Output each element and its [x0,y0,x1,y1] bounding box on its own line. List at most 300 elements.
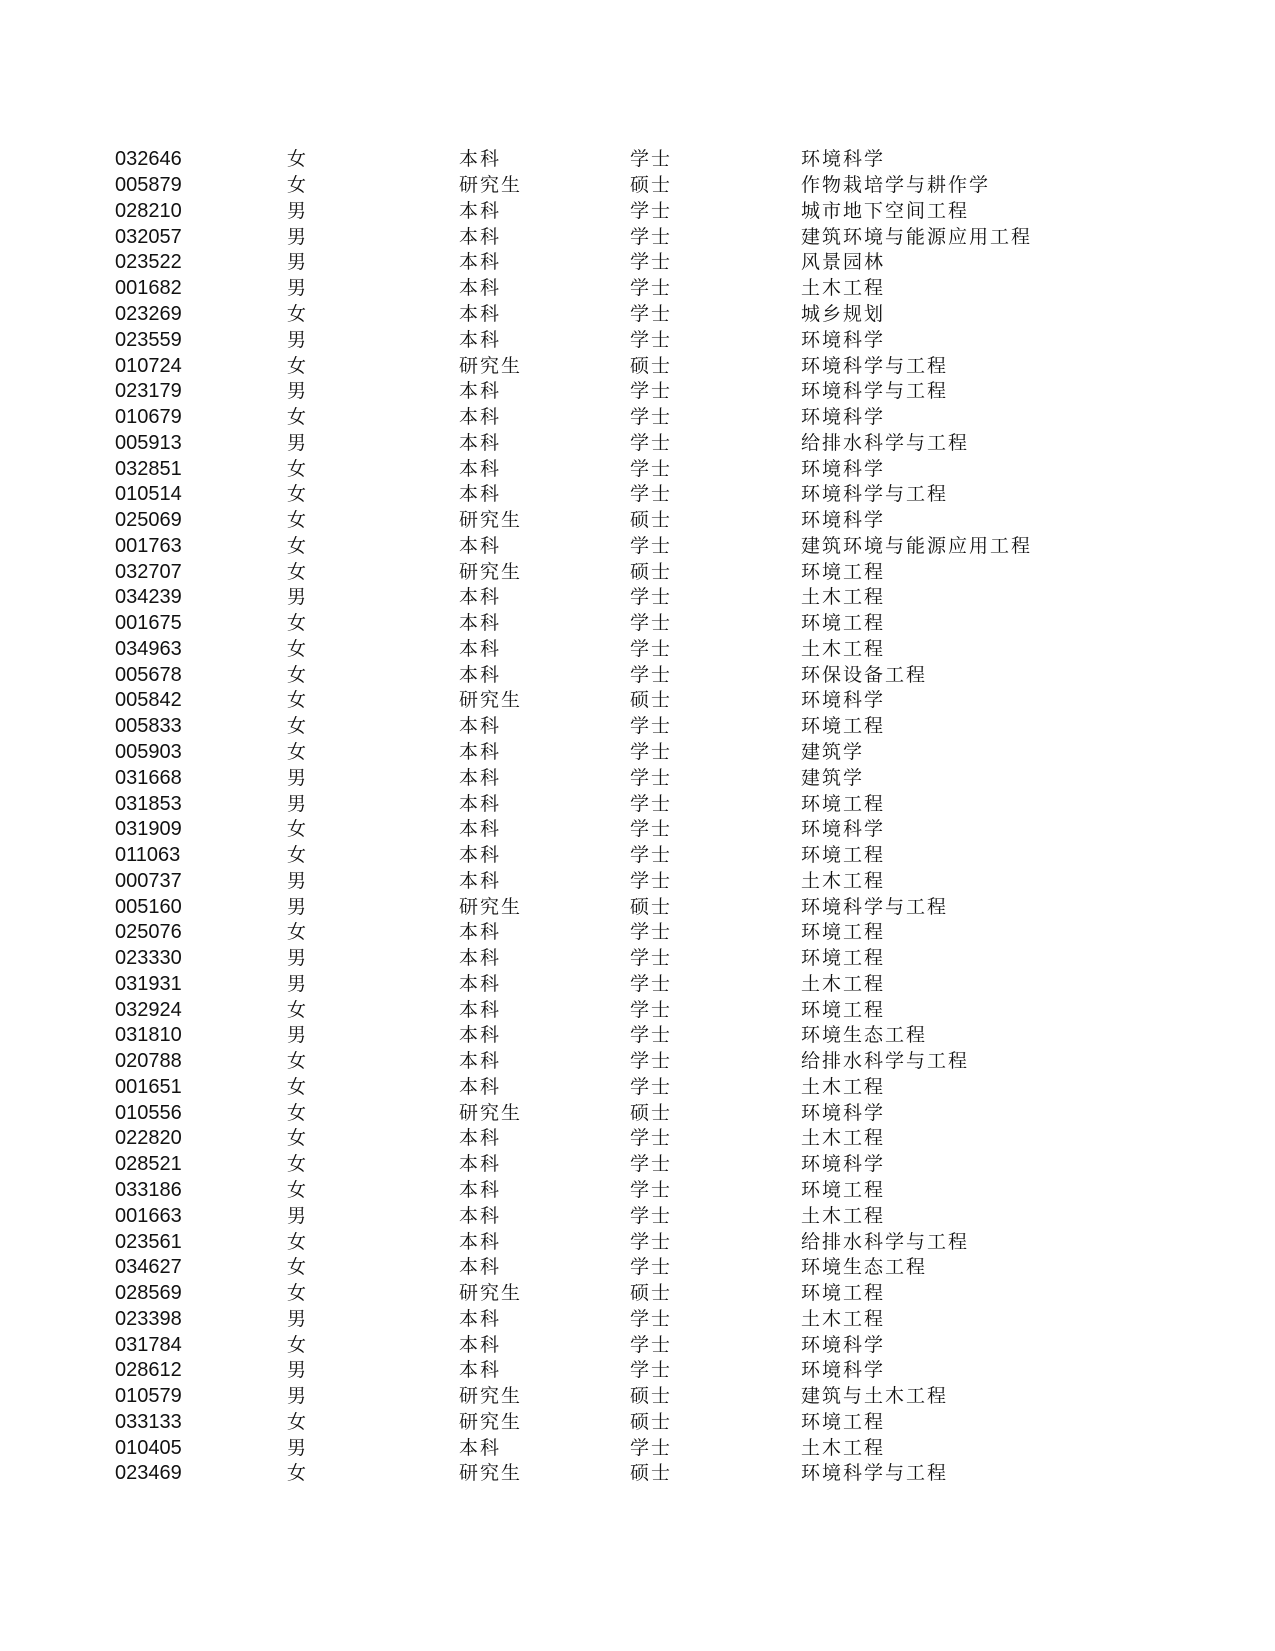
degree-cell: 学士 [630,766,673,789]
table-row [115,1229,1032,1255]
major-cell: 环境生态工程 [801,1024,928,1047]
table-row [115,637,1032,663]
student-id-cell: 005833 [115,715,182,738]
degree-cell: 学士 [630,612,673,635]
education-level-cell: 本科 [459,1127,502,1150]
student-id-cell: 034963 [115,637,182,660]
education-level-cell: 本科 [459,380,502,403]
table-row [115,405,1032,431]
education-level-cell: 本科 [459,663,502,686]
table-row [115,353,1032,379]
student-id-cell: 031810 [115,1024,182,1047]
major-cell: 土木工程 [801,277,886,300]
table-row [115,559,1032,585]
major-cell: 土木工程 [801,1075,886,1098]
degree-cell: 学士 [630,1179,673,1201]
table-row [115,430,1032,456]
degree-cell: 学士 [630,431,673,454]
degree-cell: 学士 [630,663,673,686]
education-level-cell: 本科 [459,1153,502,1176]
gender-cell: 男 [287,328,309,351]
student-id-cell: 032924 [115,998,182,1021]
degree-cell: 学士 [630,1436,673,1459]
table-row [115,1203,1032,1229]
education-level-cell: 本科 [459,277,502,300]
degree-cell: 硕士 [630,560,673,583]
major-cell: 环境科学与工程 [801,354,949,377]
student-id-cell: 010679 [115,406,182,429]
major-cell: 土木工程 [801,637,886,660]
student-id-cell: 001763 [115,534,182,557]
student-id-cell: 025076 [115,921,182,944]
major-cell: 土木工程 [801,586,886,609]
gender-cell: 女 [287,818,309,841]
major-cell: 环境科学 [801,457,886,480]
degree-cell: 硕士 [630,1410,673,1433]
table-row [115,946,1032,972]
degree-cell: 学士 [630,1127,673,1150]
table-row [115,1358,1032,1384]
education-level-cell: 本科 [459,328,502,351]
table-row [115,1435,1032,1461]
major-cell: 土木工程 [801,972,886,995]
degree-cell: 学士 [630,586,673,609]
gender-cell: 女 [287,1230,309,1253]
table-row [115,1410,1032,1436]
gender-cell: 女 [287,148,309,171]
education-level-cell: 本科 [459,1179,502,1201]
major-cell: 环境工程 [801,1179,886,1201]
major-cell: 城市地下空间工程 [801,199,970,222]
degree-cell: 学士 [630,1256,673,1279]
student-id-cell: 032646 [115,148,182,171]
table-row [115,997,1032,1023]
education-level-cell: 本科 [459,1024,502,1047]
table-row [115,765,1032,791]
table-row [115,1255,1032,1281]
gender-cell: 女 [287,1256,309,1279]
education-level-cell: 本科 [459,947,502,970]
education-level-cell: 研究生 [459,560,523,583]
table-row [115,894,1032,920]
education-level-cell: 本科 [459,740,502,763]
major-cell: 土木工程 [801,1204,886,1227]
gender-cell: 男 [287,251,309,274]
table-row [115,1384,1032,1410]
gender-cell: 女 [287,663,309,686]
table-row [115,1023,1032,1049]
degree-cell: 学士 [630,921,673,944]
education-level-cell: 研究生 [459,895,523,918]
table-row [115,173,1032,199]
education-level-cell: 本科 [459,534,502,557]
education-level-cell: 研究生 [459,1385,523,1408]
degree-cell: 学士 [630,328,673,351]
education-level-cell: 本科 [459,1436,502,1459]
degree-cell: 硕士 [630,1462,673,1485]
gender-cell: 男 [287,225,309,248]
degree-cell: 硕士 [630,509,673,532]
student-id-cell: 005903 [115,740,182,763]
major-cell: 环境工程 [801,844,886,867]
table-row [115,224,1032,250]
gender-cell: 女 [287,1179,309,1201]
education-level-cell: 本科 [459,406,502,429]
student-id-cell: 001663 [115,1204,182,1227]
table-row [115,1461,1032,1487]
major-cell: 建筑学 [801,766,865,789]
major-cell: 建筑学 [801,740,865,763]
gender-cell: 男 [287,1024,309,1047]
education-level-cell: 研究生 [459,354,523,377]
gender-cell: 女 [287,844,309,867]
gender-cell: 女 [287,998,309,1021]
education-level-cell: 本科 [459,431,502,454]
table-row [115,1049,1032,1075]
student-id-cell: 000737 [115,869,182,892]
student-id-cell: 031784 [115,1333,182,1356]
gender-cell: 男 [287,869,309,892]
major-cell: 环境工程 [801,947,886,970]
education-level-cell: 本科 [459,766,502,789]
student-id-cell: 028612 [115,1359,182,1382]
student-id-cell: 034239 [115,586,182,609]
major-cell: 风景园林 [801,251,886,274]
gender-cell: 女 [287,534,309,557]
degree-cell: 硕士 [630,354,673,377]
student-id-cell: 010405 [115,1436,182,1459]
table-row [115,327,1032,353]
major-cell: 环境工程 [801,1410,886,1433]
table-row [115,688,1032,714]
major-cell: 环境科学 [801,1101,886,1124]
student-id-cell: 031931 [115,972,182,995]
education-level-cell: 本科 [459,921,502,944]
student-id-cell: 023398 [115,1307,182,1330]
degree-cell: 学士 [630,251,673,274]
education-level-cell: 本科 [459,1307,502,1330]
education-level-cell: 研究生 [459,1101,523,1124]
major-cell: 环境科学 [801,689,886,712]
table-row [115,147,1032,173]
degree-cell: 学士 [630,972,673,995]
student-id-cell: 005913 [115,431,182,454]
gender-cell: 男 [287,277,309,300]
gender-cell: 男 [287,895,309,918]
education-level-cell: 本科 [459,818,502,841]
major-cell: 给排水科学与工程 [801,1050,970,1073]
student-id-cell: 005678 [115,663,182,686]
major-cell: 给排水科学与工程 [801,1230,970,1253]
degree-cell: 硕士 [630,689,673,712]
graduate-roster-table [115,147,1032,1487]
education-level-cell: 本科 [459,1204,502,1227]
education-level-cell: 本科 [459,998,502,1021]
degree-cell: 学士 [630,869,673,892]
degree-cell: 学士 [630,844,673,867]
major-cell: 给排水科学与工程 [801,431,970,454]
student-id-cell: 033133 [115,1410,182,1433]
student-id-cell: 010724 [115,354,182,377]
education-level-cell: 本科 [459,148,502,171]
education-level-cell: 研究生 [459,1462,523,1485]
table-row [115,1126,1032,1152]
education-level-cell: 本科 [459,612,502,635]
education-level-cell: 本科 [459,302,502,325]
degree-cell: 硕士 [630,1101,673,1124]
table-row [115,302,1032,328]
degree-cell: 学士 [630,1050,673,1073]
education-level-cell: 研究生 [459,509,523,532]
degree-cell: 学士 [630,1307,673,1330]
degree-cell: 学士 [630,1075,673,1098]
degree-cell: 学士 [630,637,673,660]
major-cell: 环境科学与工程 [801,1462,949,1485]
education-level-cell: 本科 [459,1359,502,1382]
gender-cell: 女 [287,509,309,532]
degree-cell: 学士 [630,483,673,506]
student-id-cell: 001651 [115,1075,182,1098]
student-id-cell: 028521 [115,1153,182,1176]
degree-cell: 学士 [630,818,673,841]
degree-cell: 学士 [630,406,673,429]
gender-cell: 男 [287,1307,309,1330]
roster-body [115,147,1032,1487]
gender-cell: 女 [287,637,309,660]
major-cell: 环境生态工程 [801,1256,928,1279]
table-row [115,1178,1032,1204]
degree-cell: 学士 [630,302,673,325]
education-level-cell: 本科 [459,844,502,867]
major-cell: 环境科学 [801,148,886,171]
student-id-cell: 023561 [115,1230,182,1253]
gender-cell: 男 [287,1359,309,1382]
education-level-cell: 本科 [459,1333,502,1356]
gender-cell: 男 [287,1204,309,1227]
gender-cell: 男 [287,792,309,815]
student-id-cell: 032851 [115,457,182,480]
table-row [115,1075,1032,1101]
student-id-cell: 005160 [115,895,182,918]
table-row [115,714,1032,740]
gender-cell: 男 [287,199,309,222]
major-cell: 环境科学 [801,1333,886,1356]
major-cell: 环境科学与工程 [801,483,949,506]
student-id-cell: 011063 [115,844,181,867]
degree-cell: 学士 [630,740,673,763]
table-row [115,379,1032,405]
gender-cell: 男 [287,1436,309,1459]
student-id-cell: 022820 [115,1127,182,1150]
table-row [115,1281,1032,1307]
degree-cell: 学士 [630,380,673,403]
major-cell: 环境科学 [801,509,886,532]
major-cell: 环境科学 [801,406,886,429]
major-cell: 建筑环境与能源应用工程 [801,534,1033,557]
gender-cell: 男 [287,766,309,789]
major-cell: 环境工程 [801,998,886,1021]
student-id-cell: 032707 [115,560,182,583]
education-level-cell: 本科 [459,457,502,480]
education-level-cell: 研究生 [459,1410,523,1433]
education-level-cell: 研究生 [459,689,523,712]
education-level-cell: 本科 [459,483,502,506]
student-id-cell: 028210 [115,199,182,222]
table-row [115,920,1032,946]
major-cell: 环境科学 [801,1359,886,1382]
major-cell: 城乡规划 [801,302,886,325]
student-id-cell: 023559 [115,328,182,351]
major-cell: 建筑与土木工程 [801,1385,949,1408]
education-level-cell: 本科 [459,715,502,738]
table-row [115,250,1032,276]
student-id-cell: 031668 [115,766,182,789]
gender-cell: 女 [287,1282,309,1305]
student-id-cell: 034627 [115,1256,182,1279]
student-id-cell: 032057 [115,225,182,248]
degree-cell: 学士 [630,1230,673,1253]
major-cell: 环境科学 [801,1153,886,1176]
gender-cell: 女 [287,302,309,325]
major-cell: 环境工程 [801,560,886,583]
degree-cell: 学士 [630,1333,673,1356]
student-id-cell: 023469 [115,1462,182,1485]
gender-cell: 女 [287,1127,309,1150]
student-id-cell: 005842 [115,689,182,712]
gender-cell: 女 [287,560,309,583]
table-row [115,611,1032,637]
student-id-cell: 023179 [115,380,182,403]
education-level-cell: 本科 [459,1050,502,1073]
student-id-cell: 020788 [115,1050,182,1073]
table-row [115,662,1032,688]
table-row [115,972,1032,998]
gender-cell: 女 [287,612,309,635]
degree-cell: 学士 [630,277,673,300]
table-row [115,508,1032,534]
degree-cell: 学士 [630,457,673,480]
table-row [115,817,1032,843]
education-level-cell: 本科 [459,1230,502,1253]
education-level-cell: 本科 [459,972,502,995]
degree-cell: 硕士 [630,174,673,197]
degree-cell: 学士 [630,792,673,815]
table-row [115,456,1032,482]
gender-cell: 男 [287,380,309,403]
major-cell: 土木工程 [801,1436,886,1459]
gender-cell: 女 [287,1050,309,1073]
table-row [115,1332,1032,1358]
gender-cell: 女 [287,174,309,197]
major-cell: 环境工程 [801,612,886,635]
education-level-cell: 本科 [459,1256,502,1279]
table-row [115,533,1032,559]
education-level-cell: 本科 [459,199,502,222]
student-id-cell: 023269 [115,302,182,325]
major-cell: 环境科学与工程 [801,895,949,918]
gender-cell: 女 [287,354,309,377]
table-row [115,482,1032,508]
education-level-cell: 研究生 [459,174,523,197]
gender-cell: 男 [287,431,309,454]
gender-cell: 女 [287,1153,309,1176]
major-cell: 环境工程 [801,792,886,815]
major-cell: 土木工程 [801,1307,886,1330]
education-level-cell: 研究生 [459,1282,523,1305]
gender-cell: 女 [287,483,309,506]
table-row [115,843,1032,869]
table-row [115,1306,1032,1332]
gender-cell: 女 [287,406,309,429]
table-row [115,585,1032,611]
table-row [115,276,1032,302]
student-id-cell: 031853 [115,792,182,815]
table-row [115,199,1032,225]
table-row [115,1100,1032,1126]
gender-cell: 女 [287,921,309,944]
gender-cell: 女 [287,1462,309,1485]
gender-cell: 男 [287,947,309,970]
degree-cell: 学士 [630,1204,673,1227]
major-cell: 建筑环境与能源应用工程 [801,225,1033,248]
degree-cell: 学士 [630,715,673,738]
table-row [115,740,1032,766]
major-cell: 土木工程 [801,1127,886,1150]
degree-cell: 学士 [630,148,673,171]
degree-cell: 学士 [630,1153,673,1176]
gender-cell: 女 [287,689,309,712]
major-cell: 作物栽培学与耕作学 [801,174,991,197]
education-level-cell: 本科 [459,251,502,274]
table-row [115,1152,1032,1178]
gender-cell: 女 [287,715,309,738]
major-cell: 环境工程 [801,1282,886,1305]
major-cell: 环境科学 [801,328,886,351]
degree-cell: 学士 [630,225,673,248]
major-cell: 环境工程 [801,921,886,944]
education-level-cell: 本科 [459,225,502,248]
degree-cell: 学士 [630,998,673,1021]
gender-cell: 男 [287,972,309,995]
degree-cell: 学士 [630,947,673,970]
major-cell: 环保设备工程 [801,663,928,686]
education-level-cell: 本科 [459,637,502,660]
student-id-cell: 023522 [115,251,182,274]
student-id-cell: 005879 [115,174,182,197]
student-id-cell: 031909 [115,818,182,841]
gender-cell: 女 [287,740,309,763]
gender-cell: 女 [287,457,309,480]
gender-cell: 女 [287,1101,309,1124]
degree-cell: 硕士 [630,1385,673,1408]
gender-cell: 男 [287,1385,309,1408]
table-row [115,868,1032,894]
degree-cell: 硕士 [630,1282,673,1305]
degree-cell: 学士 [630,199,673,222]
gender-cell: 男 [287,586,309,609]
education-level-cell: 本科 [459,586,502,609]
education-level-cell: 本科 [459,1075,502,1098]
degree-cell: 学士 [630,1024,673,1047]
major-cell: 环境科学 [801,818,886,841]
student-id-cell: 001682 [115,277,182,300]
degree-cell: 硕士 [630,895,673,918]
major-cell: 环境工程 [801,715,886,738]
student-id-cell: 028569 [115,1282,182,1305]
student-id-cell: 023330 [115,947,182,970]
table-row [115,791,1032,817]
degree-cell: 学士 [630,1359,673,1382]
